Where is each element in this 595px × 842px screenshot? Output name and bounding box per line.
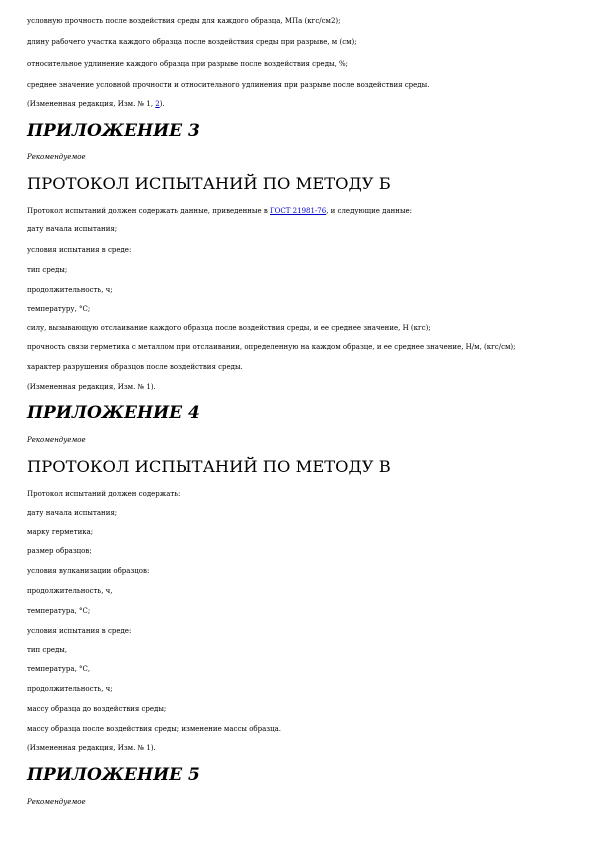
appendix-3-revision: (Измененная редакция, Изм. № 1).: [27, 383, 156, 391]
appendix-4-title: ПРОТОКОЛ ИСПЫТАНИЙ ПО МЕТОДУ В: [27, 457, 391, 476]
revision-note: [27, 100, 165, 108]
gost-link[interactable]: ГОСТ 21981-76: [270, 207, 327, 215]
appendix-3-title: ПРОТОКОЛ ИСПЫТАНИЙ ПО МЕТОДУ Б: [27, 174, 391, 193]
appendix-4-item: размер образцов;: [27, 547, 92, 555]
appendix-4-item: массу образца после воздействия среды; изменение массы образца.: [27, 725, 281, 733]
appendix-4-recommended: Рекомендуемое: [27, 436, 86, 444]
intro-item: длину рабочего участка каждого образца после воздействия среды при разрыве, м (см);: [27, 38, 357, 46]
intro-item: условную прочность после воздействия среды для каждого образца, МПа (кгс/см2);: [27, 17, 341, 25]
appendix-5-recommended: Рекомендуемое: [27, 798, 86, 806]
appendix-4-item: температура, °С;: [27, 607, 91, 615]
appendix-4-item: продолжительность, ч;: [27, 685, 113, 693]
appendix-4-item: массу образца до воздействия среды;: [27, 705, 167, 713]
appendix-3-intro: [27, 207, 412, 215]
appendix-3-item: тип среды;: [27, 266, 68, 274]
appendix-3-item: продолжительность, ч;: [27, 286, 113, 294]
revision-link[interactable]: 2: [155, 100, 160, 108]
appendix-5-heading: ПРИЛОЖЕНИЕ 5: [27, 765, 200, 785]
appendix-4-item: Протокол испытаний должен содержать:: [27, 490, 181, 498]
appendix-3-item: силу, вызывающую отслаивание каждого образца после воздействия среды, и ее среднее значение, Н (кгс);: [27, 324, 431, 332]
appendix-3-item: условия испытания в среде:: [27, 246, 132, 254]
intro-item: среднее значение условной прочности и относительного удлинения при разрыве после воздействия среды.: [27, 81, 430, 89]
appendix-3-item: температуру, °С;: [27, 305, 91, 313]
appendix-4-item: условия испытания в среде:: [27, 627, 132, 635]
appendix-3-item: характер разрушения образцов после воздействия среды.: [27, 363, 243, 371]
appendix-4-heading: ПРИЛОЖЕНИЕ 4: [27, 403, 200, 423]
intro-suffix: , и следующие данные:: [326, 207, 413, 215]
appendix-4-item: продолжительность, ч,: [27, 587, 113, 595]
intro-prefix: Протокол испытаний должен содержать данные, приведенные в: [27, 207, 271, 215]
appendix-3-item: дату начала испытания;: [27, 225, 118, 233]
revision-note-prefix: (Измененная редакция, Изм. № 1,: [27, 100, 156, 108]
appendix-3-item: прочность связи герметика с металлом при отслаивании, определенную на каждом образце, и ее среднее значение, Н/м, (кгс/см);: [27, 343, 516, 351]
appendix-4-item: условия вулканизации образцов:: [27, 567, 150, 575]
appendix-4-item: температура, °С,: [27, 665, 91, 673]
intro-item: относительное удлинение каждого образца при разрыве после воздействия среды, %;: [27, 60, 349, 68]
appendix-4-item: дату начала испытания;: [27, 509, 118, 517]
appendix-3-recommended: Рекомендуемое: [27, 153, 86, 161]
appendix-3-heading: ПРИЛОЖЕНИЕ 3: [27, 121, 200, 141]
appendix-4-item: марку герметика;: [27, 528, 94, 536]
revision-note-suffix: ).: [159, 100, 165, 108]
appendix-4-revision: (Измененная редакция, Изм. № 1).: [27, 744, 156, 752]
appendix-4-item: тип среды,: [27, 646, 68, 654]
